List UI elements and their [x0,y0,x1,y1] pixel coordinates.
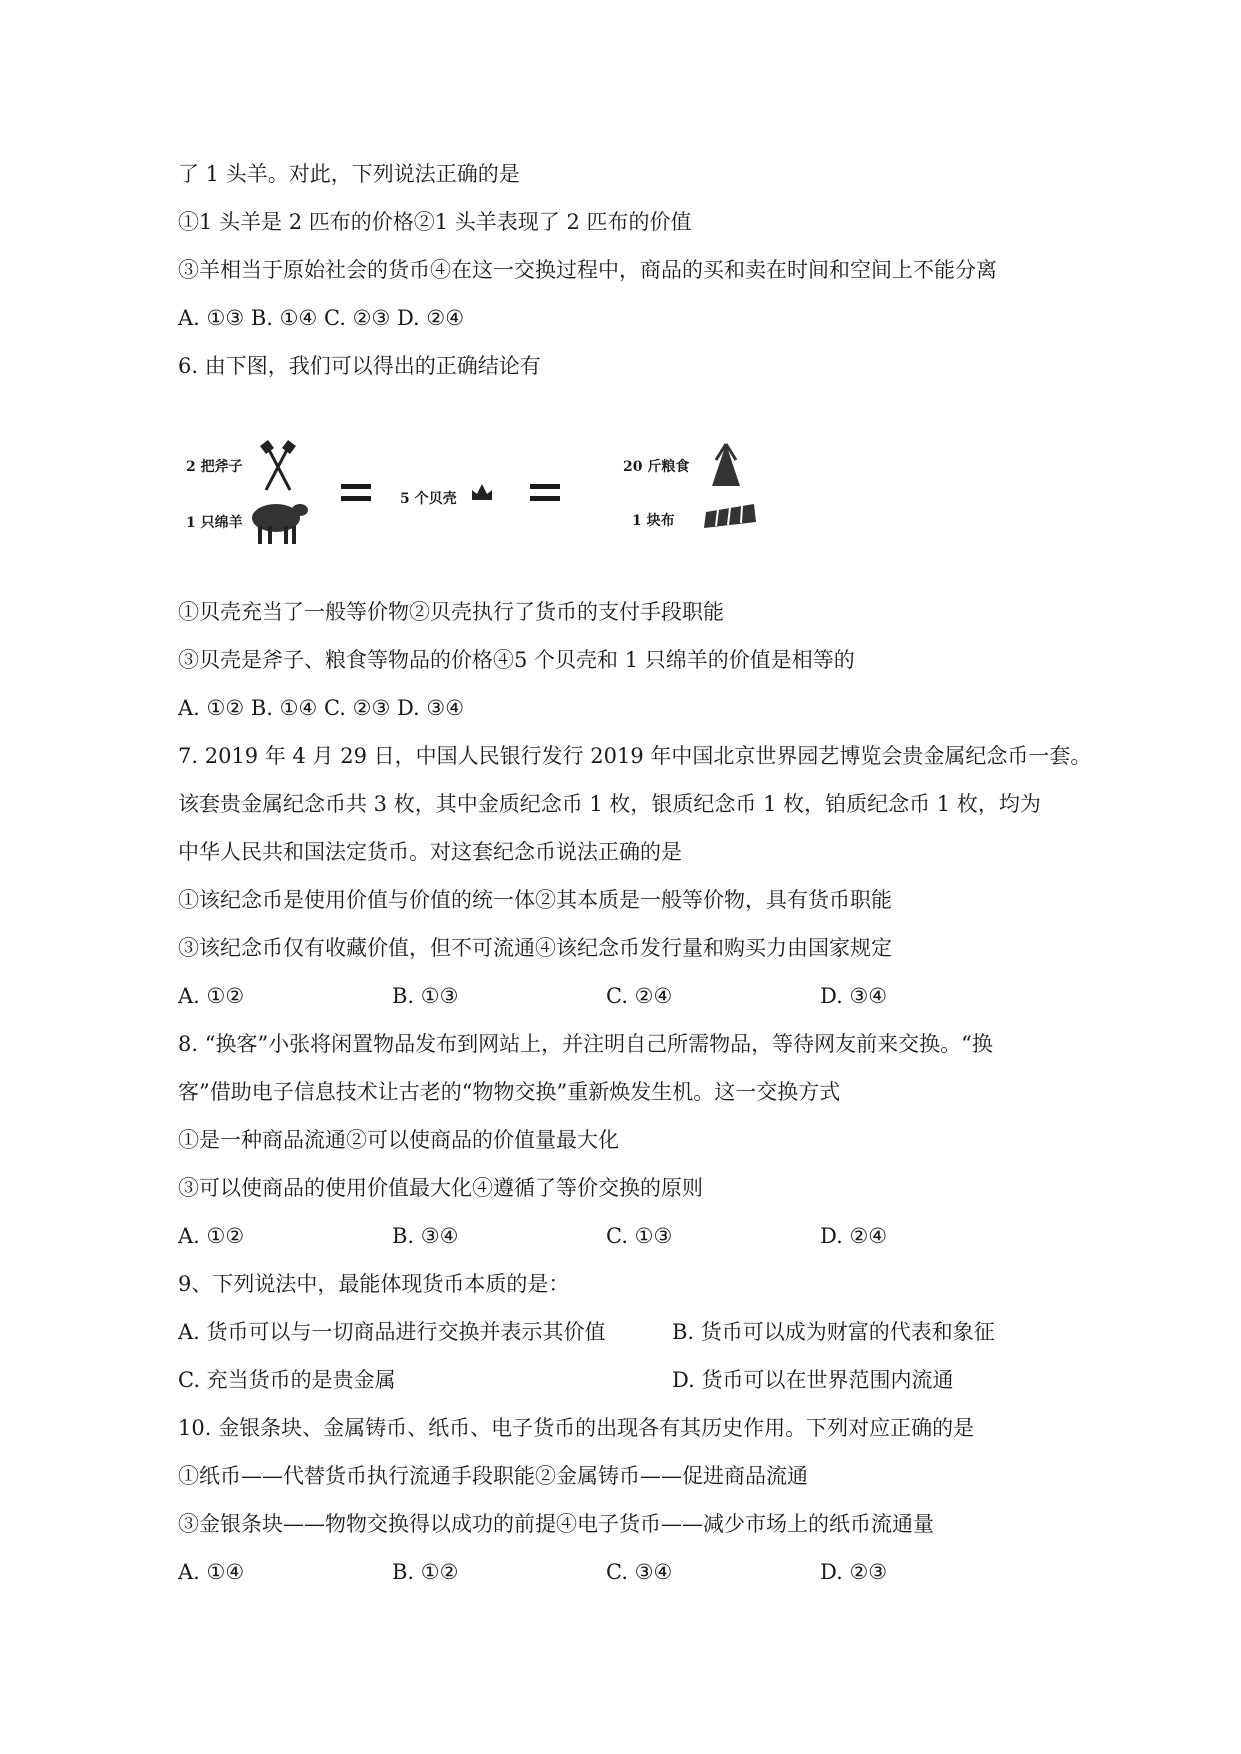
q9-option-b: B. 货币可以成为财富的代表和象征 [672,1320,995,1344]
q10-option-c: C. ③④ [606,1560,673,1584]
q5-options: A. ①③ B. ①④ C. ②③ D. ②④ [178,306,465,330]
q10-stem: 10. 金银条块、金属铸币、纸币、电子货币的出现各有其历史作用。下列对应正确的是 [178,1416,975,1440]
q6-stem: 6. 由下图，我们可以得出的正确结论有 [178,354,541,378]
q7-stem-line-3: 中华人民共和国法定货币。对这套纪念币说法正确的是 [178,840,682,864]
q7-statements-34: ③该纪念币仅有收藏价值，但不可流通④该纪念币发行量和购买力由国家规定 [178,936,892,960]
q9-stem: 9、下列说法中，最能体现货币本质的是： [178,1272,570,1296]
shells-icon [470,482,494,502]
q6-options: A. ①② B. ①④ C. ②③ D. ③④ [178,696,465,720]
q7-option-a: A. ①② [178,984,245,1008]
crossed-axes-icon [258,440,298,492]
q10-statements-34: ③金银条块——物物交换得以成功的前提④电子货币——减少市场上的纸币流通量 [178,1512,934,1536]
q8-statements-12: ①是一种商品流通②可以使商品的价值量最大化 [178,1128,619,1152]
q7-stem-line-2: 该套贵金属纪念币共 3 枚，其中金质纪念币 1 枚，银质纪念币 1 枚，铂质纪念币 1 枚，均为 [178,792,1041,816]
q8-option-c: C. ①③ [606,1224,673,1248]
cloth-label: 1 块布 [632,513,675,529]
equals-sign-1 [341,484,371,502]
q10-option-b: B. ①② [392,1560,459,1584]
q5-statements-34: ③羊相当于原始社会的货币④在这一交换过程中，商品的买和卖在时间和空间上不能分离 [178,258,997,282]
q10-option-d: D. ②③ [820,1560,888,1584]
axes-label: 2 把斧子 [186,459,243,475]
q9-option-d: D. 货币可以在世界范围内流通 [672,1368,954,1392]
equals-sign-2 [530,484,560,502]
q7-statements-12: ①该纪念币是使用价值与价值的统一体②其本质是一般等价物，具有货币职能 [178,888,892,912]
q10-option-a: A. ①④ [178,1560,245,1584]
q10-statements-12: ①纸币——代替货币执行流通手段职能②金属铸币——促进商品流通 [178,1464,808,1488]
q5-stem-end: 了 1 头羊。对此，下列说法正确的是 [178,162,520,186]
q6-statements-12: ①贝壳充当了一般等价物②贝壳执行了货币的支付手段职能 [178,600,724,624]
q6-statements-34: ③贝壳是斧子、粮食等物品的价格④5 个贝壳和 1 只绵羊的价值是相等的 [178,648,855,672]
q8-stem-line-1: 8. “换客”小张将闲置物品发布到网站上，并注明自己所需物品，等待网友前来交换。“换 [178,1032,993,1056]
shells-label: 5 个贝壳 [400,491,457,507]
sheep-label: 1 只绵羊 [186,515,243,531]
q8-option-a: A. ①② [178,1224,245,1248]
q8-statements-34: ③可以使商品的使用价值最大化④遵循了等价交换的原则 [178,1176,703,1200]
q6-barter-figure [178,440,798,560]
grain-bundle-icon [706,440,746,488]
q8-stem-line-2: 客”借助电子信息技术让古老的“物物交换”重新焕发生机。这一交换方式 [178,1080,841,1104]
q9-option-c: C. 充当货币的是贵金属 [178,1368,396,1392]
cloth-bolt-icon [700,502,760,530]
sheep-icon [244,496,310,548]
q7-option-d: D. ③④ [820,984,888,1008]
q9-option-a: A. 货币可以与一切商品进行交换并表示其价值 [178,1320,606,1344]
q7-stem-line-1: 7. 2019 年 4 月 29 日，中国人民银行发行 2019 年中国北京世界园艺博览会贵金属纪念币一套。 [178,744,1092,768]
q7-option-b: B. ①③ [392,984,459,1008]
grain-label: 20 斤粮食 [623,459,690,475]
q5-statements-12: ①1 头羊是 2 匹布的价格②1 头羊表现了 2 匹布的价值 [178,210,692,234]
q8-option-b: B. ③④ [392,1224,459,1248]
q7-option-c: C. ②④ [606,984,673,1008]
q8-option-d: D. ②④ [820,1224,888,1248]
